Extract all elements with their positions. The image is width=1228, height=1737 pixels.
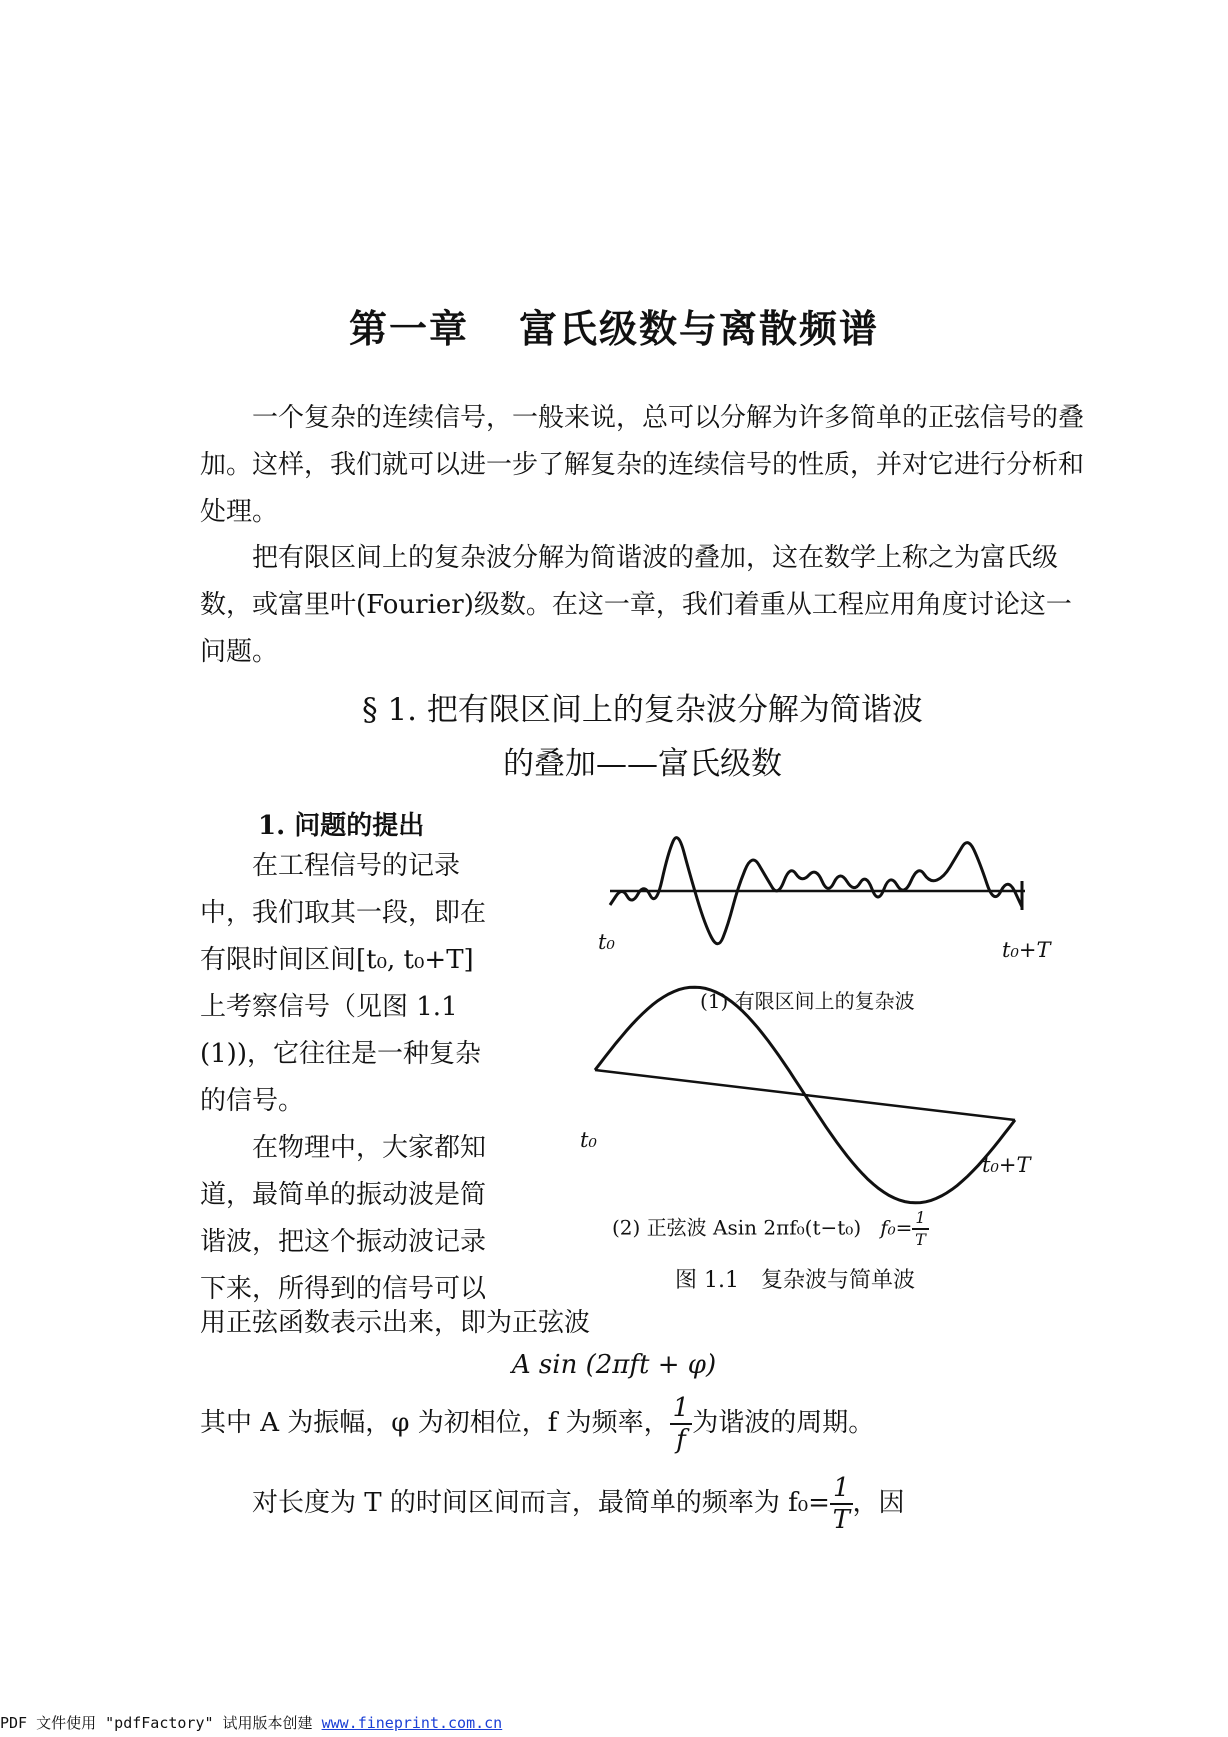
footer-watermark [0,1712,502,1733]
label-t0-plus-T-upper: t₀+T [1002,938,1051,962]
footer-link[interactable]: www.fineprint.com.cn [321,1714,503,1732]
side-line: 在工程信号的记录 [252,851,461,881]
sine-wave [595,987,1015,1203]
fraction-denominator: T [832,1505,850,1535]
fraction-numerator: 1 [670,1395,693,1425]
side-line: 上考察信号（见图 1.1 [200,992,458,1022]
fraction-denominator: f [676,1425,686,1455]
section-title [200,683,1085,791]
side-line: 有限时间区间[t₀, t₀+T] [200,945,474,975]
side-line: 在物理中，大家都知 [252,1133,487,1163]
side-line: (1))，它往往是一种复杂 [200,1039,481,1069]
intro-paragraph-1: 一个复杂的连续信号，一般来说，总可以分解为许多简单的正弦信号的叠加。这样，我们就可以进一步了解复杂的连续信号的性质，并对它进行分析和处理。 [200,403,1085,527]
fraction-numerator: 1 [830,1475,853,1505]
fraction-1-over-f [670,1395,693,1453]
text-run: (2) 正弦波 Asin 2πf₀(t−t₀) [612,1215,862,1240]
chapter-name: 富氏级数与离散频谱 [519,307,880,351]
side-paragraph-1 [200,843,545,1125]
intro-paragraph-2: 把有限区间上的复杂波分解为简谐波的叠加，这在数学上称之为富氏级数，或富里叶(Fourier)级数。在这一章，我们着重从工程应用角度讨论这一问题。 [200,543,1072,667]
label-t0-upper: t₀ [598,930,615,954]
label-t0-lower: t₀ [580,1128,597,1152]
section-title-line-2: 的叠加——富氏级数 [503,746,782,782]
sine-equation: A sin (2πft + φ) [511,1350,717,1380]
chapter-title [0,298,1228,353]
figure-1-1 [570,835,1090,1305]
side-line: 下来，所得到的信号可以 [200,1274,487,1304]
fraction-denominator: T [915,1230,926,1249]
footer-text: PDF 文件使用 "pdfFactory" 试用版本创建 [0,1714,322,1732]
paragraph-continuation: 用正弦函数表示出来，即为正弦波 [200,1308,591,1338]
text-run: ，因 [852,1488,905,1518]
label-t0-plus-T-lower: t₀+T [982,1153,1031,1177]
side-line: 谐波，把这个振动波记录 [200,1227,487,1257]
side-line: 道，最简单的振动波是简 [200,1180,487,1210]
section-title-line-1: § 1. 把有限区间上的复杂波分解为简谐波 [362,692,923,728]
chapter-number: 第一章 [348,307,469,351]
subfigure-2-caption [612,1210,929,1248]
side-line: 的信号。 [200,1086,305,1116]
fraction-1-over-T [830,1475,853,1533]
paragraph-amplitude [200,1395,1085,1453]
paragraph-frequency [200,1475,1085,1533]
subsection-heading: 1. 问题的提出 [258,811,425,841]
text-run: 为谐波的周期。 [692,1408,875,1438]
text-run: f₀= [880,1215,913,1240]
text-run: 其中 A 为振幅，φ 为初相位，f 为频率， [200,1408,670,1438]
fraction-1-over-T [912,1210,928,1248]
side-paragraph-2 [200,1125,545,1313]
figure-caption: 图 1.1 复杂波与简单波 [675,1268,915,1293]
fraction-numerator: 1 [912,1210,928,1230]
side-line: 中，我们取其一段，即在 [200,898,487,928]
subfigure-1-caption: (1) 有限区间上的复杂波 [700,989,915,1013]
text-run: 对长度为 T 的时间区间而言，最简单的频率为 f₀= [252,1488,830,1518]
